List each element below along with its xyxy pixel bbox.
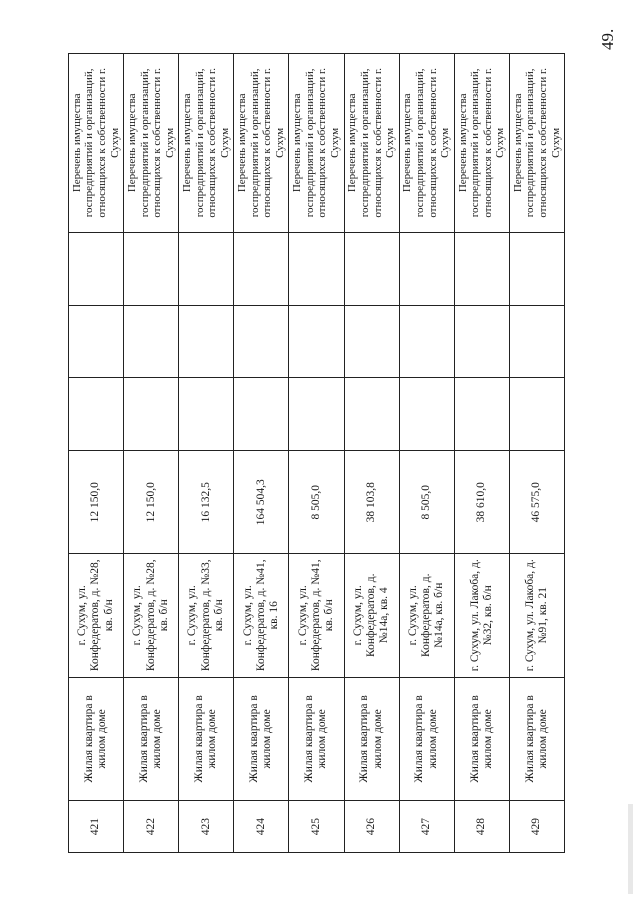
empty-cell-1: [69, 378, 124, 451]
empty-cell-2: [509, 305, 564, 378]
value-cell: 12 150,0: [69, 451, 124, 554]
property-table: [68, 53, 565, 853]
empty-cell-3: [454, 232, 509, 305]
basis-cell: Перечень имущества госпредприятий и организаций, относящихся к собственности г. Сухум: [179, 54, 234, 233]
address-cell: г. Сухум, ул. Конфедератов, д. №28, кв. б/н: [124, 553, 179, 677]
basis-cell: Перечень имущества госпредприятий и организаций, относящихся к собственности г. Сухум: [289, 54, 344, 233]
table-row: [234, 54, 289, 853]
empty-cell-1: [344, 378, 399, 451]
empty-cell-1: [454, 378, 509, 451]
basis-cell: Перечень имущества госпредприятий и организаций, относящихся к собственности г. Сухум: [124, 54, 179, 233]
table-row: [124, 54, 179, 853]
empty-cell-3: [234, 232, 289, 305]
row-number-cell: 429: [509, 801, 564, 853]
address-cell: г. Сухум, ул. Конфедератов, д. №28, кв. б/н: [69, 553, 124, 677]
row-number-cell: 428: [454, 801, 509, 853]
value-cell: 16 132,5: [179, 451, 234, 554]
address-cell: г. Сухум, ул. Конфедератов, д. №41, кв. б/н: [289, 553, 344, 677]
property-table-body: [69, 54, 565, 853]
basis-cell: Перечень имущества госпредприятий и организаций, относящихся к собственности г. Сухум: [234, 54, 289, 233]
row-number-cell: 424: [234, 801, 289, 853]
table-row: [454, 54, 509, 853]
row-number-cell: 423: [179, 801, 234, 853]
address-cell: г. Сухум, ул. Конфедератов, д. №14а, кв. б/н: [399, 553, 454, 677]
object-name-cell: Жилая квартира в жилом доме: [69, 677, 124, 801]
empty-cell-3: [344, 232, 399, 305]
basis-cell: Перечень имущества госпредприятий и организаций, относящихся к собственности г. Сухум: [344, 54, 399, 233]
empty-cell-1: [289, 378, 344, 451]
object-name-cell: Жилая квартира в жилом доме: [399, 677, 454, 801]
empty-cell-2: [344, 305, 399, 378]
empty-cell-3: [124, 232, 179, 305]
object-name-cell: Жилая квартира в жилом доме: [289, 677, 344, 801]
table-row: [344, 54, 399, 853]
empty-cell-2: [179, 305, 234, 378]
empty-cell-3: [69, 232, 124, 305]
empty-cell-1: [179, 378, 234, 451]
value-cell: 12 150,0: [124, 451, 179, 554]
basis-cell: Перечень имущества госпредприятий и организаций, относящихся к собственности г. Сухум: [399, 54, 454, 233]
scan-edge-mark: [628, 804, 633, 894]
empty-cell-2: [69, 305, 124, 378]
row-number-cell: 422: [124, 801, 179, 853]
value-cell: 38 103,8: [344, 451, 399, 554]
row-number-cell: 421: [69, 801, 124, 853]
row-number-cell: 425: [289, 801, 344, 853]
page-number: 49.: [598, 28, 617, 50]
object-name-cell: Жилая квартира в жилом доме: [509, 677, 564, 801]
value-cell: 38 610,0: [454, 451, 509, 554]
value-cell: 164 504,3: [234, 451, 289, 554]
empty-cell-3: [509, 232, 564, 305]
table-row: [509, 54, 564, 853]
basis-cell: Перечень имущества госпредприятий и организаций, относящихся к собственности г. Сухум: [454, 54, 509, 233]
object-name-cell: Жилая квартира в жилом доме: [454, 677, 509, 801]
address-cell: г. Сухум, ул. Конфедератов, д. №33, кв. б/н: [179, 553, 234, 677]
object-name-cell: Жилая квартира в жилом доме: [124, 677, 179, 801]
empty-cell-2: [234, 305, 289, 378]
empty-cell-1: [234, 378, 289, 451]
row-number-cell: 426: [344, 801, 399, 853]
empty-cell-2: [399, 305, 454, 378]
value-cell: 46 575,0: [509, 451, 564, 554]
empty-cell-1: [124, 378, 179, 451]
empty-cell-2: [289, 305, 344, 378]
table-row: [179, 54, 234, 853]
empty-cell-3: [399, 232, 454, 305]
empty-cell-1: [509, 378, 564, 451]
empty-cell-2: [124, 305, 179, 378]
value-cell: 8 505,0: [399, 451, 454, 554]
property-table-wrapper: [68, 53, 565, 853]
address-cell: г. Сухум, ул. Лакоба, д. №32, кв. б/н: [454, 553, 509, 677]
table-row: [69, 54, 124, 853]
row-number-cell: 427: [399, 801, 454, 853]
table-row: [289, 54, 344, 853]
basis-cell: Перечень имущества госпредприятий и организаций, относящихся к собственности г. Сухум: [509, 54, 564, 233]
object-name-cell: Жилая квартира в жилом доме: [179, 677, 234, 801]
empty-cell-3: [289, 232, 344, 305]
empty-cell-3: [179, 232, 234, 305]
address-cell: г. Сухум, ул. Лакоба, д. №91, кв. 21: [509, 553, 564, 677]
empty-cell-1: [399, 378, 454, 451]
address-cell: г. Сухум, ул. Конфедератов, д. №41, кв. 16: [234, 553, 289, 677]
empty-cell-2: [454, 305, 509, 378]
address-cell: г. Сухум, ул. Конфедератов, д. №14а, кв. 4: [344, 553, 399, 677]
table-row: [399, 54, 454, 853]
object-name-cell: Жилая квартира в жилом доме: [344, 677, 399, 801]
value-cell: 8 505,0: [289, 451, 344, 554]
basis-cell: Перечень имущества госпредприятий и организаций, относящихся к собственности г. Сухум: [69, 54, 124, 233]
object-name-cell: Жилая квартира в жилом доме: [234, 677, 289, 801]
